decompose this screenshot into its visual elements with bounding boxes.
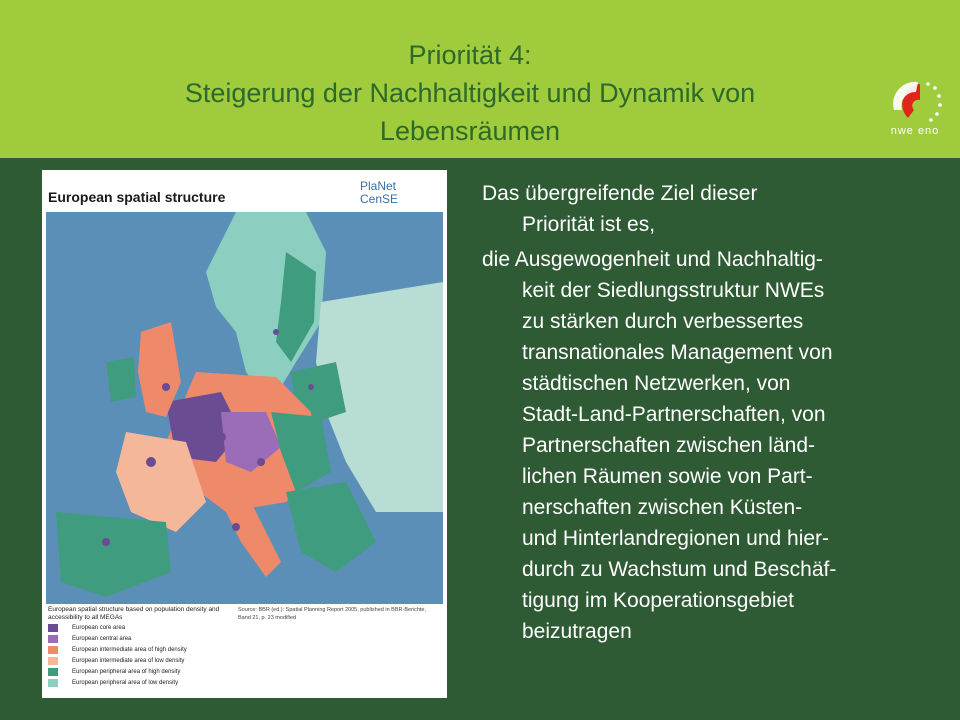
planet-brand: PlaNet CenSE [360, 179, 399, 206]
paragraph-2: die Ausgewogenheit und Nachhaltig- keit der Siedlungsstruktur NWEs zu stärken durch verbessertes transnationales Management von städtischen Netzwerken, von Stadt-Land-Partnerschaften, von Partnerschaften zwischen länd- lichen Räumen sowie von Part- nerschaften zwischen Küsten- und Hinterlandregionen und hier- durch zu Wachstum und Beschäf- tigung im Kooperationsgebiet beizutragen [482, 248, 837, 643]
map-header [42, 170, 447, 210]
slide-title [60, 36, 880, 150]
title-line-1: Priorität 4: [408, 40, 532, 70]
legend-item: European peripheral area of low density [48, 679, 178, 689]
legend-item: European intermediate area of high density [48, 646, 187, 656]
map-legend [48, 606, 443, 696]
legend-item: European central area [48, 635, 131, 645]
title-line-3: Lebensräumen [379, 116, 561, 146]
logo-text: nwe eno [890, 125, 940, 137]
legend-title: European spatial structure based on population density and accessibility to all MEGAs [48, 606, 220, 621]
legend-item: European core area [48, 624, 125, 634]
legend-source: Source: BBR (ed.): Spatial Planning Report 2005, published in BBR-Berichte, Band 21, p. 23 modified [238, 607, 427, 621]
map-title: European spatial structure [48, 189, 226, 205]
map-figure [42, 170, 447, 698]
body-text [482, 178, 937, 647]
europe-map-image [46, 212, 443, 604]
legend-item: European intermediate area of low density [48, 657, 184, 667]
title-line-2: Steigerung der Nachhaltigkeit und Dynamik von [184, 78, 756, 108]
legend-item: European peripheral area of high density [48, 668, 180, 678]
paragraph-1: Das übergreifende Ziel dieser Priorität ist es, [482, 182, 758, 236]
